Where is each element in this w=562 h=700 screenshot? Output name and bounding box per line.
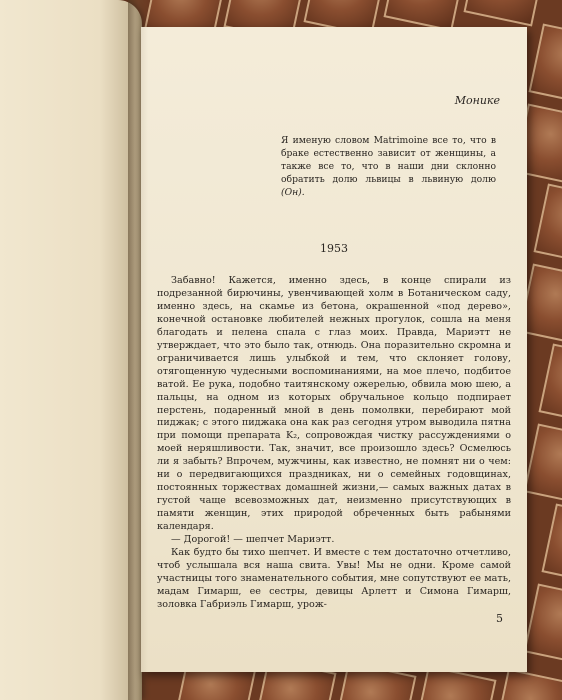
epigraph-source: (Он). <box>281 187 305 199</box>
paragraph-1: Забавно! Кажется, именно здесь, в конце спирали из подрезанной бирючины, увенчивающей холм в Ботаническом саду, именно здесь, на скамье из бетона, окрашенной «под дерево», конечной остановке любителей нежных прогулок, сошла на меня благодать и пелена спала с глаз моих. Правда, Мариэтт не утверждает, что это было так, отнюдь. Она поразительно скромна и ограничивается лишь улыбкой и тем, что склоняет голову, отягощенную чудесными воспоминаниями, на мое плечо, подбитое ватой. Ее рука, подобно таитянскому ожерелью, обвила мою шею, а пальцы, на одном из которых обручальное кольцо подпирает перстень, подаренный мной в день помолвки, перебирают мой пиджак; с этого пиджака она как раз сегодня утром выводила пятна при помощи препарата K₂, сопровождая чистку рассуждениями о моей неряшливости. Так, значит, все произошло здесь? Осмелюсь ли я забыть? Впрочем, мужчины, как известно, не помнят ни о чем: ни о передвигающихся праздниках, ни о семейных годовщинах, постоянных торжествах домашней жизни,— самых важных датах в густой чаще всевозможных дат, неизменно присутствующих в памяти женщин, этих природой обреченных быть рабынями календаря. <box>157 275 511 533</box>
epigraph-text: Я именую словом Matrimoine все то, что в браке естественно зависит от женщины, а также все то, что в наши дни склонно обратить долю львицы в львиную долю <box>281 135 496 186</box>
paragraph-3: Как будто бы тихо шепчет. И вместе с тем достаточно отчетливо, чтоб услышала вся наша свита. Увы! Мы не одни. Кроме самой участницы того знаменательного события, мне сопутствуют ее мать, мадам Гимарш, ее сестры, девицы Арлетт и Симона Гимарш, золовка Габриэль Гимарш, урож- <box>157 547 511 610</box>
body-text <box>157 275 511 612</box>
dedication: Монике <box>454 94 500 107</box>
book-gutter-shadow <box>128 0 148 700</box>
left-facing-page <box>0 0 142 700</box>
book-page <box>141 27 527 672</box>
paragraph-2: — Дорогой! — шепчет Мариэтт. <box>171 534 335 546</box>
chapter-year: 1953 <box>320 242 348 255</box>
epigraph <box>281 134 496 199</box>
page-number: 5 <box>496 612 503 625</box>
